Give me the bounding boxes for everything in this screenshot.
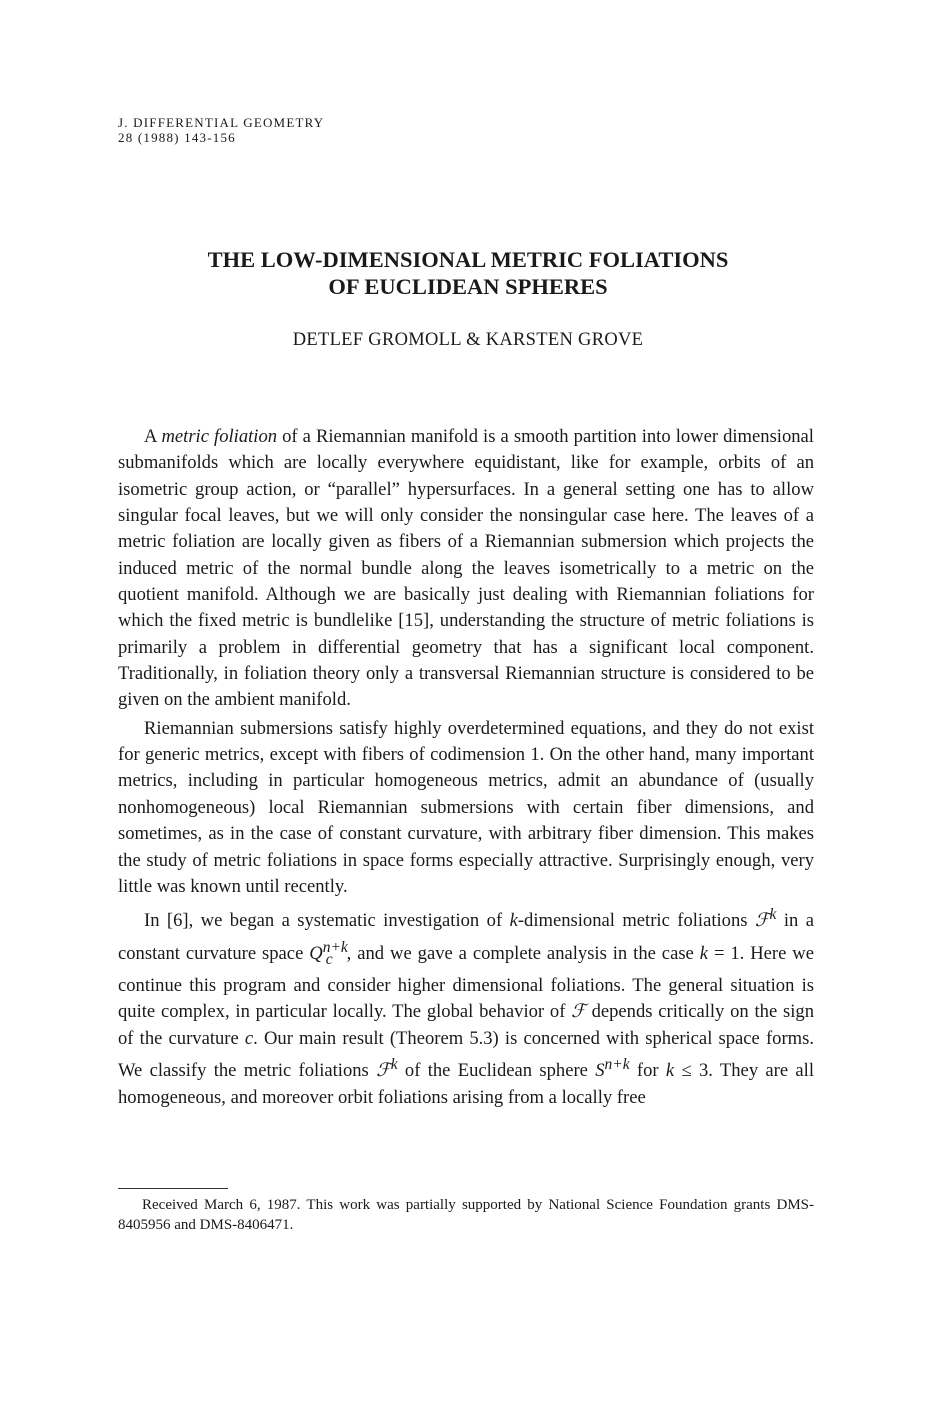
p3-S-superscript: n+k: [604, 1056, 630, 1073]
p3-text: . Our main result (Theorem 5.3) is concerned with spherical space forms. We classify the metric foliations: [118, 1027, 814, 1082]
journal-header: [118, 115, 324, 145]
footnote-text: Received March 6, 1987. This work was partially supported by National Science Foundation grants DMS-8405956 and DMS-8406471.: [118, 1197, 814, 1233]
p3-text: ≤ 3. They are all homogeneous, and moreover orbit foliations arising from a locally free: [118, 1060, 815, 1108]
p3-space-Q: Q: [309, 942, 323, 964]
p1-rest: of a Riemannian manifold is a smooth partition into lower dimensional submanifolds which are locally everywhere equidistant, like for example, orbits of an isometric group action, or “parallel” hypersurfaces. In a general setting one has to allow singular focal leaves, but we will only consider the nonsingular case here. The leaves of a metric foliation are locally given as fibers of a Riemannian submersion which projects the induced metric of the normal bundle along the leaves isometrically to a metric on the quotient manifold. Although we are basically just dealing with Riemannian foliations for which the fixed metric is bundlelike [15], understanding the structure of metric foliations is primarily a problem in differential geometry that has a significant local component. Traditionally, in foliation theory only a transversal Riemannian structure is considered to be given on the ambient manifold.: [118, 426, 814, 711]
footnote-rule: [118, 1188, 228, 1189]
p3-var-k: k: [665, 1060, 675, 1082]
body-text: [118, 424, 814, 1111]
footnote: [118, 1195, 814, 1235]
title-line-1: THE LOW-DIMENSIONAL METRIC FOLIATIONS: [207, 247, 729, 272]
p3-var-k: k: [509, 910, 518, 932]
p3-text: In [6], we began a systematic investigation of: [144, 910, 510, 932]
p1-defined-term: metric foliation: [161, 426, 278, 447]
p1-lead: A: [144, 426, 162, 447]
p3-text: for: [629, 1060, 666, 1082]
p3-text: depends critically on the sign of the curvature: [118, 1001, 814, 1049]
p3-Q-superscript: n+k: [322, 938, 348, 956]
p3-text: in a constant curvature space: [118, 910, 814, 964]
journal-citation: 28 (1988) 143-156: [118, 130, 236, 145]
paper-title: [118, 246, 818, 300]
p3-Q-subscript: c: [325, 950, 333, 968]
authors: DETLEF GROMOLL & KARSTEN GROVE: [292, 330, 644, 350]
p3-sup-k: k: [769, 906, 777, 924]
journal-name: J. DIFFERENTIAL GEOMETRY: [118, 115, 325, 130]
p3-foliation-symbol: ℱ: [754, 910, 770, 932]
p3-text: = 1. Here we continue this program and consider higher dimensional foliations. The general situation is quite complex, in particular locally. The global behavior of: [118, 942, 814, 1023]
p3-var-c: c: [244, 1027, 254, 1049]
paragraph-1: [118, 424, 814, 714]
paragraph-3: [118, 902, 814, 1111]
title-line-2: OF EUCLIDEAN SPHERES: [328, 274, 608, 299]
p3-text: -dimensional metric foliations: [517, 910, 755, 932]
p3-sup-k: k: [390, 1056, 398, 1073]
p3-foliation-symbol: ℱ: [571, 1001, 586, 1023]
p3-text: , and we gave a complete analysis in the case: [346, 942, 700, 964]
paragraph-2: Riemannian submersions satisfy highly overdetermined equations, and they do not exist for generic metrics, except with fibers of codimension 1. On the other hand, many important metrics, including in particular homogeneous metrics, admit an abundance of (usually nonhomogeneous) local Riemannian submersions with certain fiber dimensions, and sometimes, as in the case of constant curvature, with arbitrary fiber dimension. This makes the study of metric foliations in space forms especially attractive. Surprisingly enough, very little was known until recently.: [118, 717, 814, 897]
p3-foliation-symbol: ℱ: [376, 1060, 391, 1082]
p3-var-k: k: [699, 942, 709, 964]
p3-sphere-S: S: [595, 1060, 605, 1082]
p3-text: of the Euclidean sphere: [397, 1060, 596, 1082]
